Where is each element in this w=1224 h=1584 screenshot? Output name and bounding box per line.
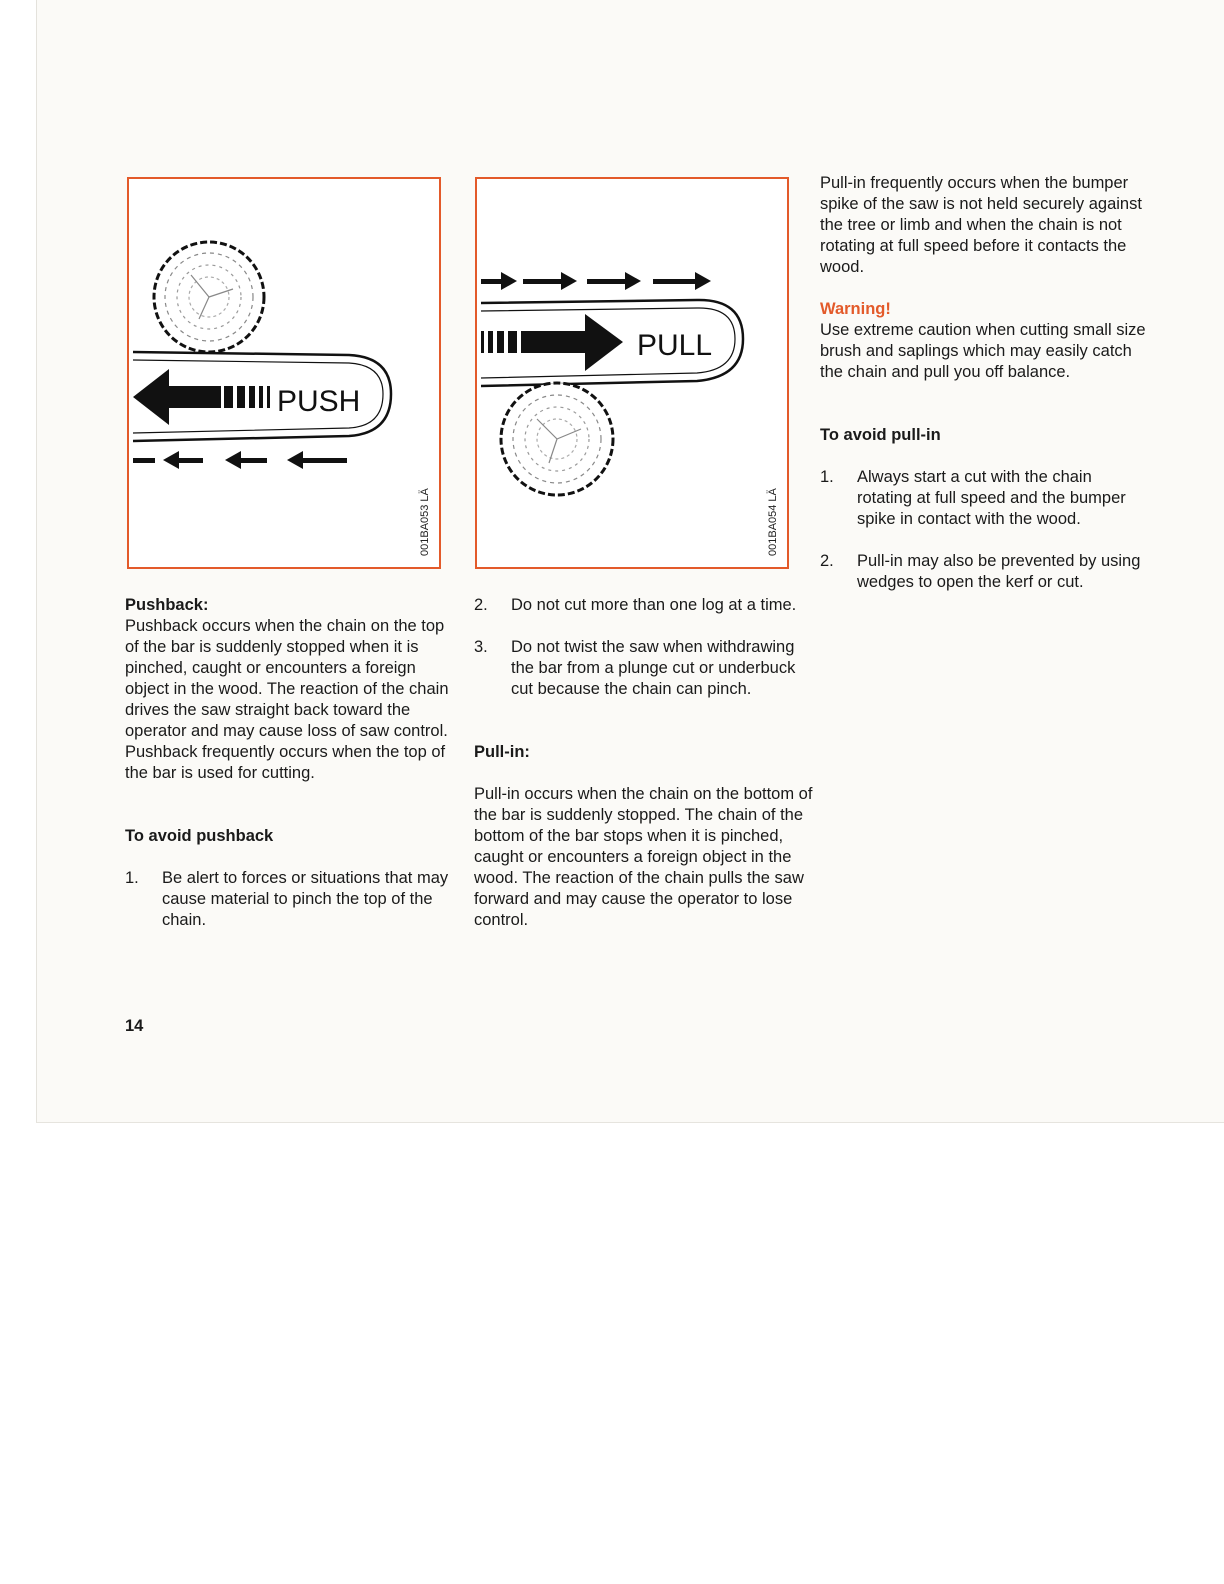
- list-item: [820, 551, 1150, 593]
- list-item: [820, 467, 1150, 530]
- pullin-body-2: Pull-in frequently occurs when the bumper spike of the saw is not held securely against the tree or limb and when the chain is not rotating at full speed before it contacts the wood.: [820, 174, 1142, 276]
- chain-direction-arrows: [133, 451, 347, 469]
- warning-text: Use extreme caution when cutting small size brush and saplings which may easily catch the chain and pull you off balance.: [820, 321, 1146, 381]
- list-item-number: 3.: [474, 638, 488, 656]
- list-item: [474, 637, 814, 700]
- column-pullin: [820, 173, 1150, 593]
- warning-title: Warning!: [820, 300, 891, 318]
- page-number: 14: [125, 1017, 144, 1035]
- list-item: [125, 868, 457, 931]
- list-item-text: Do not cut more than one log at a time.: [511, 596, 797, 614]
- pushback-heading: Pushback:: [125, 596, 209, 614]
- pullin-figure: [475, 177, 789, 569]
- pullin-body: Pull-in occurs when the chain on the bottom of the bar is suddenly stopped. The chain of the bottom of the bar stops when it is pinched, caught or encounters a foreign object in the wood. The reaction of the chain pulls the saw forward and may cause the operator to lose control.: [474, 785, 813, 929]
- pull-label: PULL: [637, 329, 713, 362]
- list-item-text: Do not twist the saw when withdrawing the bar from a plunge cut or underbuck cut because the chain can pinch.: [511, 638, 796, 698]
- list-item-number: 1.: [820, 468, 834, 486]
- list-item: [474, 595, 814, 616]
- avoid-pushback-heading: To avoid pushback: [125, 827, 274, 845]
- list-item-number: 2.: [474, 596, 488, 614]
- pullin-illustration: [477, 179, 787, 567]
- log-icon: [154, 242, 264, 352]
- list-item-text: Pull-in may also be prevented by using wedges to open the kerf or cut.: [857, 552, 1141, 591]
- list-item-number: 2.: [820, 552, 834, 570]
- figure-code: 001BA053 LÄ: [419, 488, 431, 556]
- pushback-figure: [127, 177, 441, 569]
- pullin-heading: Pull-in:: [474, 743, 530, 761]
- figure-code: 001BA054 LÄ: [767, 488, 779, 556]
- chain-direction-arrows: [481, 272, 711, 290]
- pushback-body: Pushback occurs when the chain on the top of the bar is suddenly stopped when it is pinched, caught or encounters a foreign object in the wood. The reaction of the chain drives the saw straight back toward the operator and may cause loss of saw control. Pushback frequently occurs when the top of the bar is used for cutting.: [125, 617, 449, 782]
- avoid-pullin-heading: To avoid pull-in: [820, 426, 941, 444]
- list-item-text: Be alert to forces or situations that may cause material to pinch the top of the chain.: [162, 869, 449, 929]
- column-middle: [474, 595, 814, 931]
- list-item-number: 1.: [125, 869, 139, 887]
- list-item-text: Always start a cut with the chain rotating at full speed and the bumper spike in contact with the wood.: [857, 468, 1126, 528]
- column-pushback: [125, 595, 457, 931]
- log-icon: [501, 383, 613, 495]
- push-label: PUSH: [277, 385, 361, 418]
- pushback-illustration: [129, 179, 439, 567]
